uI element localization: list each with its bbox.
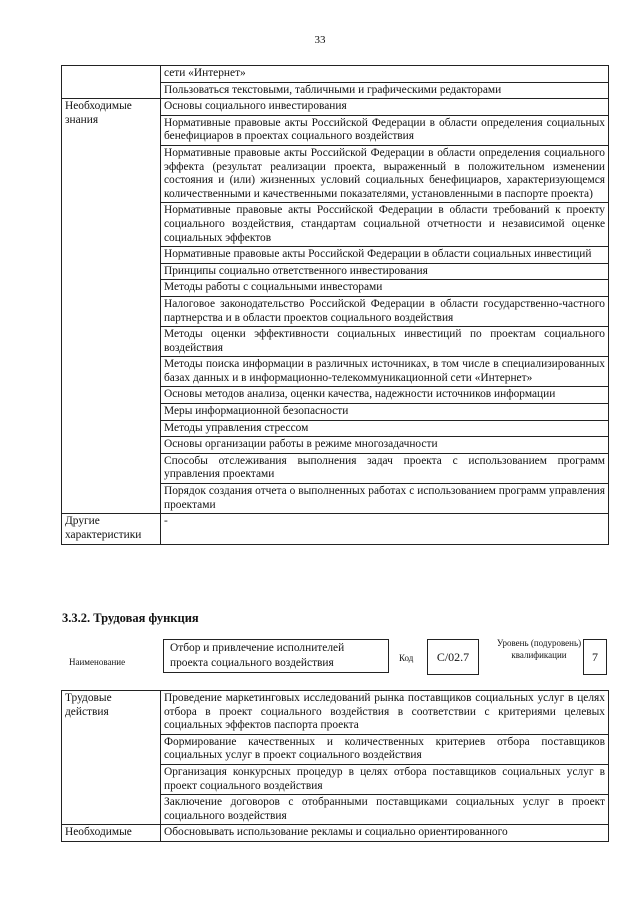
table-row: [62, 514, 609, 545]
row-label-empty: [62, 66, 161, 99]
knowledge-item: Методы работы с социальными инвесторами: [161, 280, 609, 297]
knowledge-item: Способы отслеживания выполнения задач проекта с использованием программ управления проектами: [161, 453, 609, 483]
action-item: Проведение маркетинговых исследований рынка поставщиков социальных услуг в целях отбора в проект социального воздействия в соответствии с критериями целевых социальных эффектов паспорта проекта: [161, 691, 609, 735]
table-row: [62, 825, 609, 842]
function-name-box: Отбор и привлечение исполнителей проекта социального воздействия: [163, 639, 389, 673]
knowledge-item: Методы управления стрессом: [161, 420, 609, 437]
name-label: Наименование: [69, 657, 126, 667]
knowledge-item: Основы организации работы в режиме многозадачности: [161, 437, 609, 454]
labor-function-header: [61, 637, 608, 681]
knowledge-label: Необходимые знания: [62, 99, 161, 514]
knowledge-item: Порядок создания отчета о выполненных работах с использованием программ управления проектами: [161, 484, 609, 514]
table-row: [62, 66, 609, 83]
qualification-level-box: 7: [583, 639, 607, 675]
table-row: [62, 691, 609, 735]
other-value: -: [161, 514, 609, 545]
knowledge-item: Методы поиска информации в различных источниках, в том числе в специализированных базах данных и в информационно-телекоммуникационной сети «Интернет»: [161, 357, 609, 387]
skill-item: Обосновывать использование рекламы и социально ориентированного: [161, 825, 609, 842]
knowledge-item: Основы методов анализа, оценки качества, надежности источников информации: [161, 387, 609, 404]
knowledge-item: Налоговое законодательство Российской Федерации в области государственно-частного партнерства и в области проектов социального воздействия: [161, 296, 609, 326]
skills-label: Необходимые: [62, 825, 161, 842]
labor-function-table: [61, 690, 609, 842]
knowledge-item: Нормативные правовые акты Российской Федерации в области требований к проекту социального воздействия, стандартам социальной отчетности и независимой оценке социальных эффектов: [161, 203, 609, 247]
code-label: Код: [399, 653, 414, 663]
function-code-box: C/02.7: [427, 639, 479, 675]
knowledge-item: Нормативные правовые акты Российской Федерации в области социальных инвестиций: [161, 247, 609, 264]
competency-table: [61, 65, 609, 545]
action-item: Формирование качественных и количественных критериев отбора поставщиков социальных услуг в проект социального воздействия: [161, 734, 609, 764]
table-row: [62, 99, 609, 116]
knowledge-item: Меры информационной безопасности: [161, 404, 609, 421]
action-item: Заключение договоров с отобранными поставщиками социальных услуг в проект социального воздействия: [161, 795, 609, 825]
knowledge-item: Методы оценки эффективности социальных инвестиций по проектам социального воздействия: [161, 327, 609, 357]
skill-item: Пользоваться текстовыми, табличными и графическими редакторами: [161, 82, 609, 99]
knowledge-item: Основы социального инвестирования: [161, 99, 609, 116]
knowledge-item: Нормативные правовые акты Российской Федерации в области определения социальных бенефициаров в проектах социального воздействия: [161, 115, 609, 145]
actions-label: Трудовые действия: [62, 691, 161, 825]
section-title: 3.3.2. Трудовая функция: [62, 611, 199, 625]
action-item: Организация конкурсных процедур в целях отбора поставщиков социальных услуг в проект социального воздействия: [161, 764, 609, 794]
qualification-level-label: Уровень (подуровень) квалификации: [496, 638, 582, 660]
knowledge-item: Принципы социально ответственного инвестирования: [161, 263, 609, 280]
other-label: Другие характеристики: [62, 514, 161, 545]
skill-item: сети «Интернет»: [161, 66, 609, 83]
knowledge-item: Нормативные правовые акты Российской Федерации в области определения социального эффекта (результат реализации проекта, выраженный в положительном изменении состояния и (или) жизненных условий социальных бенефициаров, характеризующемся количественными и качественными показателями, установленными в паспорте проекта): [161, 145, 609, 202]
page-number: 33: [314, 34, 326, 46]
